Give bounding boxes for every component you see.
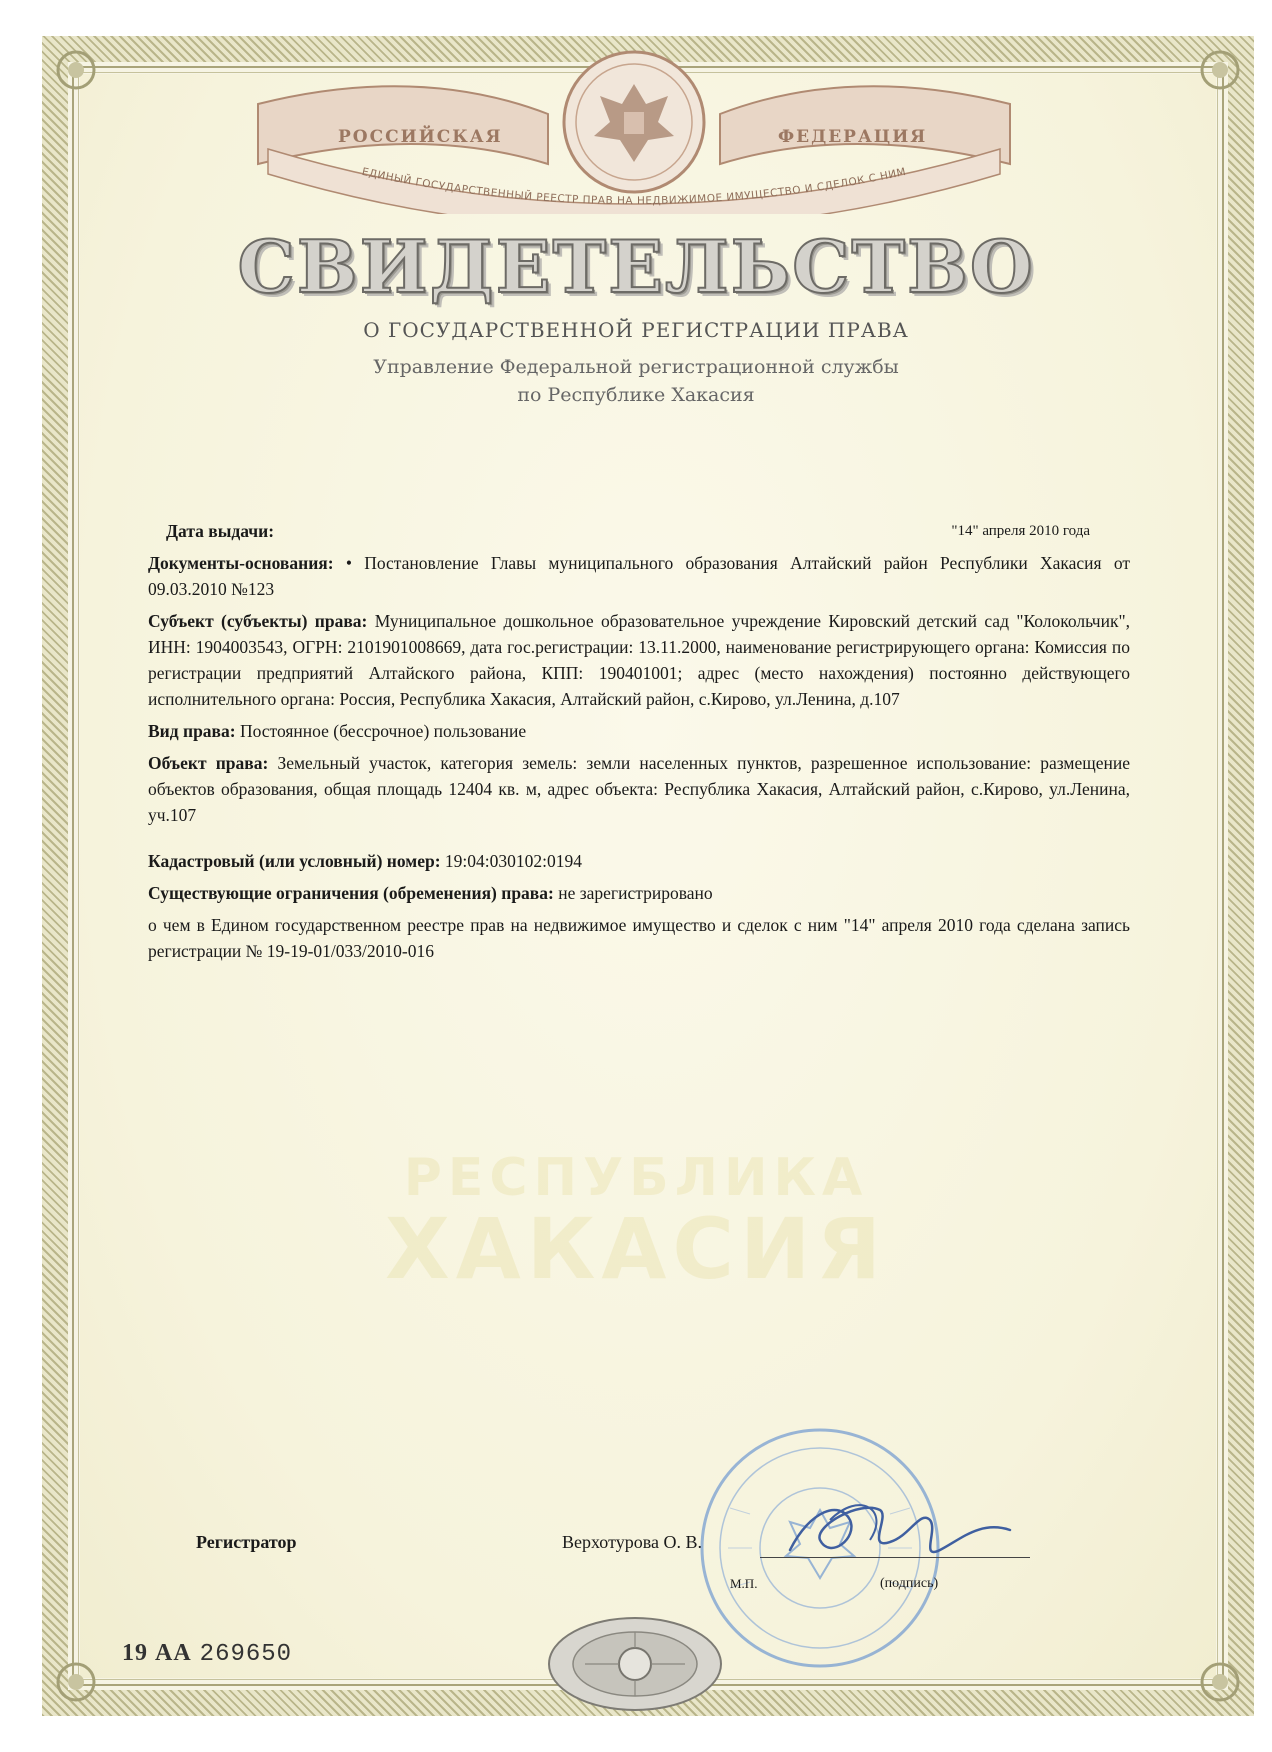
issue-date-value: "14" апреля 2010 года xyxy=(951,523,1090,539)
right-type-label: Вид права: xyxy=(148,721,236,741)
object-label: Объект права: xyxy=(148,753,269,773)
header-ribbon-emblem xyxy=(218,44,1050,214)
cadastral-row xyxy=(148,848,1130,874)
right-type-value: Постоянное (бессрочное) пользование xyxy=(239,721,527,741)
basis-documents-label: Документы-основания: xyxy=(148,553,334,573)
bottom-rosette-icon xyxy=(545,1614,725,1714)
right-type-row xyxy=(148,718,1130,744)
restrictions-value: не зарегистрировано xyxy=(558,883,713,903)
signature-line xyxy=(760,1557,1030,1558)
subject-row xyxy=(148,608,1130,712)
corner-ornament-icon xyxy=(44,38,108,102)
registrar-label: Регистратор xyxy=(196,1532,297,1552)
restrictions-label: Существующие ограничения (обременения) права: xyxy=(148,883,554,903)
serial-series: 19 АА xyxy=(122,1640,192,1666)
ribbon-left-text: РОССИЙСКАЯ xyxy=(338,127,503,147)
certificate-body xyxy=(148,518,1130,970)
basis-documents-row xyxy=(148,550,1130,602)
subject-label: Субъект (субъекты) права: xyxy=(148,611,368,631)
registrar-name: Верхотурова О. В. xyxy=(562,1532,702,1552)
handwritten-signature-icon xyxy=(770,1480,1020,1590)
cadastral-value: 19:04:030102:0194 xyxy=(444,851,583,871)
svg-text:РОССИЙСКАЯ xyxy=(338,125,503,147)
cadastral-label: Кадастровый (или условный) номер: xyxy=(148,851,441,871)
certificate-title: СВИДЕТЕЛЬСТВО xyxy=(237,224,1035,309)
signature-label: (подпись) xyxy=(880,1576,939,1591)
ribbon-right-text: ФЕДЕРАЦИЯ xyxy=(778,127,928,147)
restrictions-row xyxy=(148,880,1130,906)
watermark-khakassia: ХАКАСИЯ xyxy=(384,1200,888,1298)
registry-record-text: о чем в Едином государственном реестре прав на недвижимое имущество и сделок с ним "14" апреля 2010 года сделана запись регистрации № 19-19-01/033/2010-016 xyxy=(148,915,1130,961)
basis-documents-value: • Постановление Главы муниципального образования Алтайский район Республики Хакасия от 09.03.2010 №123 xyxy=(148,553,1130,599)
serial-digits: 269650 xyxy=(199,1641,293,1668)
object-value: Земельный участок, категория земель: земли населенных пунктов, разрешенное использование: размещение объектов образования, общая площадь 12404 кв. м, адрес объекта: Республика Хакасия, Алтайский район, с.Кирово, ул.Ленина, уч.107 xyxy=(148,753,1131,825)
object-row xyxy=(148,750,1130,828)
issue-date-row xyxy=(148,518,1130,544)
issue-date-label: Дата выдачи: xyxy=(166,521,275,541)
corner-ornament-icon xyxy=(1188,38,1252,102)
corner-ornament-icon xyxy=(44,1650,108,1714)
svg-text:ФЕДЕРАЦИЯ xyxy=(778,127,927,147)
subject-value: Муниципальное дошкольное образовательное учреждение Кировский детский сад "Колокольчик", ИНН: 1904003543, ОГРН: 2101901008669, дата гос.регистрации: 13.11.2000, наименование регистрирующего органа: Комиссия по регистрации предприятий Алтайского района, КПП: 190401001; адрес (место нахождения) постоянно действующего исполнительного органа: Россия, Республика Хакасия, Алтайский район, с.Кирово, ул.Ленина, д.107 xyxy=(148,611,1130,709)
ribbon-arc-text: ЕДИНЫЙ ГОСУДАРСТВЕННЫЙ РЕЕСТР ПРАВ НА НЕДВИЖИМОЕ ИМУЩЕСТВО И СДЕЛОК С НИМ xyxy=(360,165,908,208)
certificate-subtitle: О ГОСУДАРСТВЕННОЙ РЕГИСТРАЦИИ ПРАВА xyxy=(363,318,909,342)
form-serial-number xyxy=(122,1640,292,1668)
watermark-republic: РЕСПУБЛИКА xyxy=(403,1148,869,1208)
agency-name-line1: Управление Федеральной регистрационной службы xyxy=(373,356,899,378)
seal-place-label: М.П. xyxy=(730,1576,758,1591)
corner-ornament-icon xyxy=(1188,1650,1252,1714)
agency-name-line2: по Республике Хакасия xyxy=(517,384,755,406)
